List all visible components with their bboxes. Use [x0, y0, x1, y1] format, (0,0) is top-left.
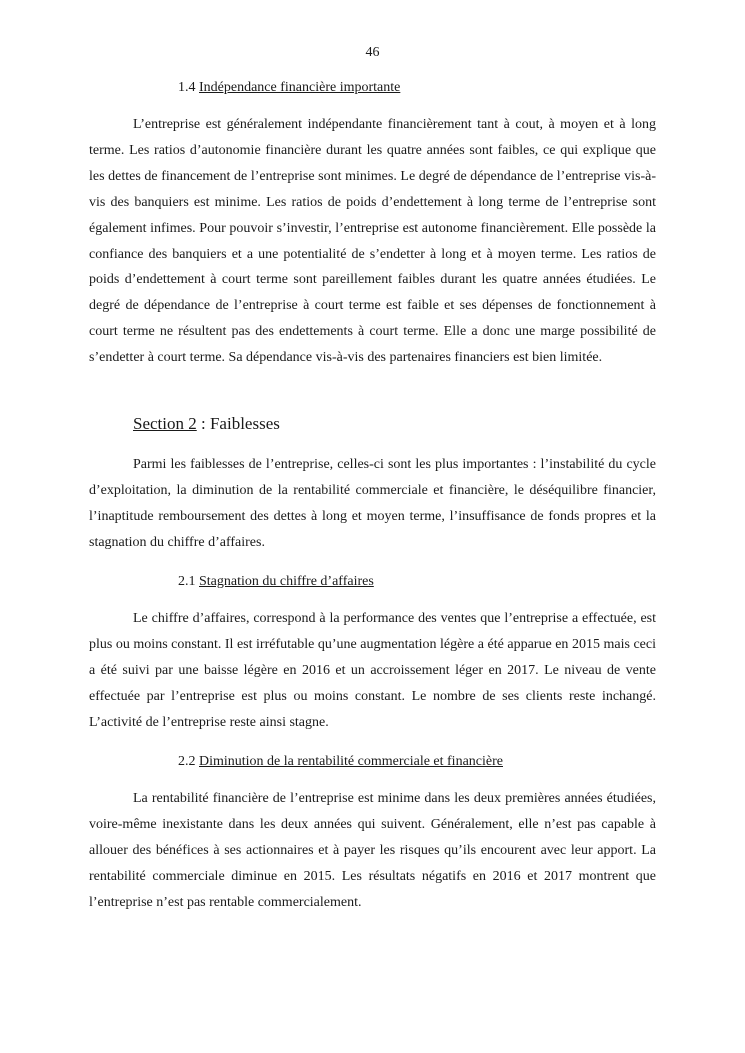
section-2-title: : Faiblesses	[196, 414, 280, 433]
paragraph-weaknesses: Parmi les faiblesses de l’entreprise, celles-ci sont les plus importantes : l’instabilité du cycle d’exploitation, la diminution de la rentabilité commerciale et financière, le déséquilibre financier, l’inaptitude remboursement des dettes à long et moyen terme, l’insuffisance de fonds propres et la stagnation du chiffre d’affaires.	[89, 457, 656, 550]
subheading-2-2-title: Diminution de la rentabilité commerciale et financière	[199, 754, 503, 769]
subheading-2-1-title: Stagnation du chiffre d’affaires	[199, 574, 374, 589]
section-2-heading	[133, 413, 280, 435]
paragraph-profitability: La rentabilité financière de l’entreprise est minime dans les deux premières années étudiées, voire-même inexistante dans les deux années qui suivent. Généralement, elle n’est pas capable à allouer des bénéfices à ses actionnaires et à payer les risques qu’ils encourent avec leur apport. La rentabilité commerciale diminue en 2015. Les résultats négatifs en 2016 et 2017 montrent que l’entreprise n’est pas rentable commercialement.	[89, 791, 656, 910]
subheading-2-1-number: 2.1	[178, 574, 196, 589]
subheading-1-4-title: Indépendance financière importante	[199, 80, 401, 95]
paragraph-independence: L’entreprise est généralement indépendante financièrement tant à cout, à moyen et à long terme. Les ratios d’autonomie financière durant les quatre années sont faibles, ce qui explique que les dettes de financement de l’entreprise sont minimes. Le degré de dépendance de l’entreprise vis-à-vis des banquiers est minime. Les ratios de poids d’endettement à long terme de l’entreprise sont également infimes. Pour pouvoir s’investir, l’entreprise est autonome financièrement. Elle possède la confiance des banquiers et a une potentialité de s’endetter à long et à moyen terme. Les ratios de poids d’endettement à court terme sont pareillement faibles durant les quatre années étudiées. Le degré de dépendance de l’entreprise à court terme est faible et ses dépenses de fonctionnement à court terme ne résultent pas des endettements à court terme. Elle a donc une marge possibilité de s’endetter à court terme. Sa dépendance vis-à-vis des partenaires financiers est bien limitée.	[89, 117, 656, 366]
subheading-2-2-number: 2.2	[178, 754, 196, 769]
subheading-2-2	[178, 753, 503, 771]
section-2-label: Section 2	[133, 414, 197, 433]
page-number: 46	[365, 45, 380, 60]
subheading-1-4	[178, 79, 400, 97]
paragraph-revenue-stagnation: Le chiffre d’affaires, correspond à la performance des ventes que l’entreprise a effectuée, est plus ou moins constant. Il est irréfutable qu’une augmentation légère a été apparue en 2015 mais ceci a été suivi par une baisse légère en 2016 et un accroissement léger en 2017. Le niveau de vente effectuée par l’entreprise est plus ou moins constant. Le nombre de ses clients reste inchangé. L’activité de l’entreprise reste ainsi stagne.	[89, 611, 656, 730]
subheading-1-4-number: 1.4	[178, 80, 196, 95]
subheading-2-1	[178, 573, 374, 591]
